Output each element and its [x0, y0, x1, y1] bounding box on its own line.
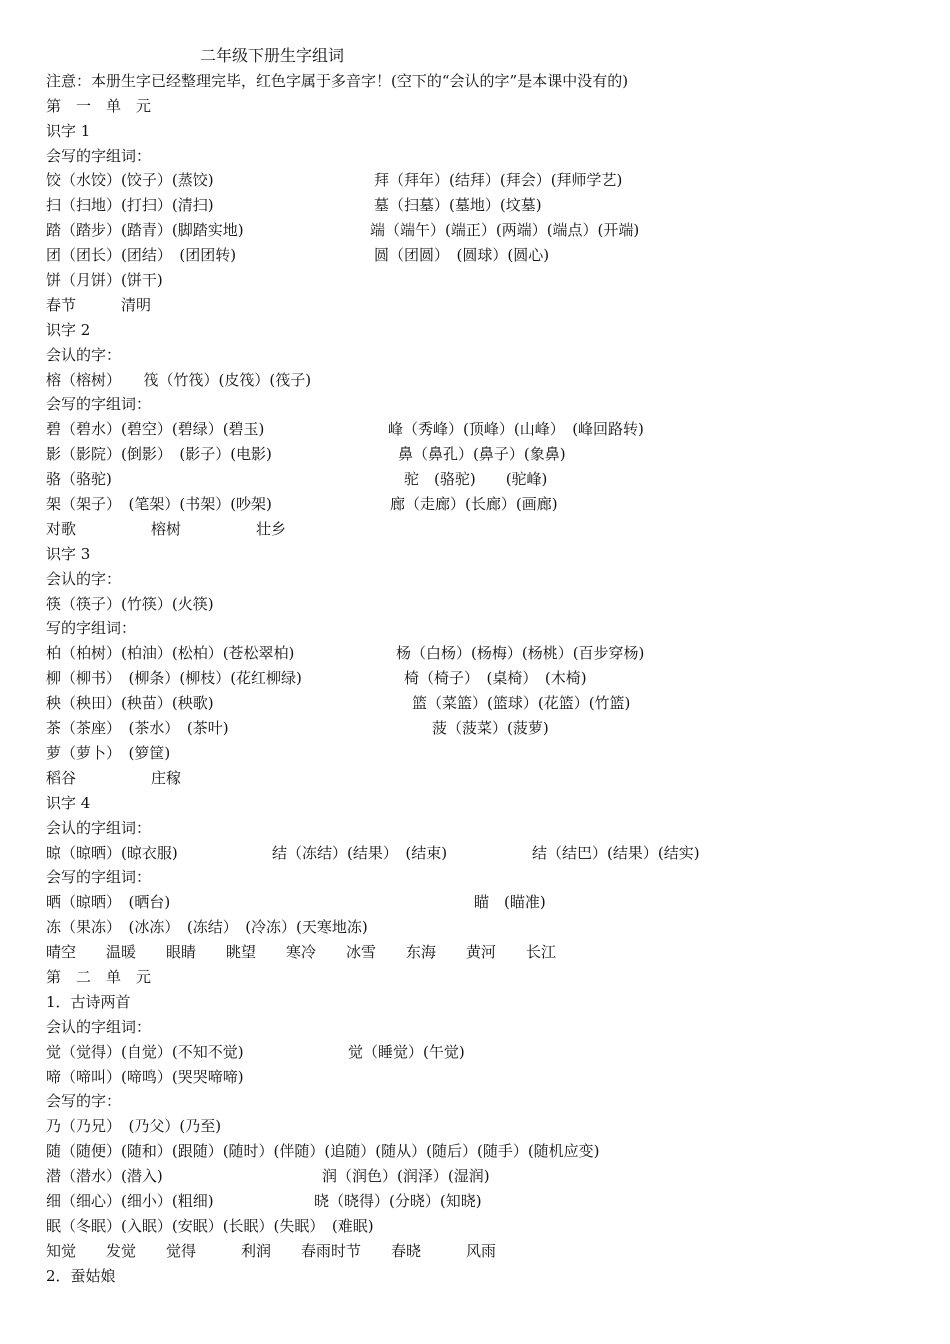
line-segment: 茶（茶座） (茶水） (茶叶): [46, 719, 229, 738]
line-segment: 稻谷 庄稼: [46, 768, 182, 787]
line-segment: 廊（走廊）(长廊）(画廊): [390, 495, 558, 514]
line-segment: 1．古诗两首: [46, 992, 131, 1011]
line-segment: 春节 清明: [46, 295, 152, 314]
line-segment: 碧（碧水）(碧空）(碧绿）(碧玉): [46, 420, 265, 439]
line-segment: 识字 2: [46, 320, 91, 339]
line-segment: 第 二 单 元: [46, 967, 152, 986]
line-segment: 对歌 榕树 壮乡: [46, 519, 287, 538]
line-segment: 会认的字组词：: [46, 818, 152, 837]
line-segment: 秧（秧田）(秧苗）(秧歌): [46, 694, 214, 713]
line-segment: 墓（扫墓）(墓地）(坟墓): [374, 196, 542, 215]
line-segment: 注意：本册生字已经整理完毕，红色字属于多音字！(空下的“会认的字”是本课中没有的): [46, 71, 629, 90]
line-segment: 识字 4: [46, 793, 91, 812]
text-line: [46, 691, 930, 716]
line-segment: 菠（菠菜）(菠萝): [432, 719, 549, 738]
document-body: [46, 69, 930, 1289]
line-segment: 会写的字组词：: [46, 868, 152, 887]
line-segment: 晴空 温暖 眼睛 眺望 寒冷 冰雪 东海 黄河 长江: [46, 943, 557, 962]
line-segment: 峰（秀峰）(顶峰）(山峰） (峰回路转): [388, 420, 644, 439]
line-segment: 会写的字组词：: [46, 395, 152, 414]
text-line: [46, 467, 930, 492]
line-segment: 知觉 发觉 觉得 利润 春雨时节 春晓 风雨: [46, 1241, 497, 1260]
text-line: [46, 641, 930, 666]
line-segment: 椅（椅子） (桌椅） (木椅): [404, 669, 587, 688]
text-line: [46, 915, 930, 940]
line-segment: 会认的字：: [46, 569, 122, 588]
line-segment: 拜（拜年）(结拜）(拜会）(拜师学艺): [374, 171, 623, 190]
text-line: [46, 1164, 930, 1189]
text-line: [46, 318, 930, 343]
line-segment: 第 一 单 元: [46, 96, 152, 115]
line-segment: 随（随便）(随和）(跟随）(随时）(伴随）(追随）(随从）(随后）(随手）(随机应变): [46, 1142, 600, 1161]
text-line: [46, 1114, 930, 1139]
text-line: [46, 517, 930, 542]
text-line: [46, 293, 930, 318]
text-line: [46, 816, 930, 841]
text-line: [46, 1089, 930, 1114]
text-line: [46, 1040, 930, 1065]
line-segment: 筷（筷子）(竹筷）(火筷): [46, 594, 214, 613]
text-line: [46, 841, 930, 866]
page-title: 二年级下册生字组词: [200, 46, 345, 65]
text-line: [46, 392, 930, 417]
text-line: [46, 890, 930, 915]
text-line: [46, 1015, 930, 1040]
text-line: [46, 1189, 930, 1214]
line-segment: 会写的字：: [46, 1092, 122, 1111]
line-segment: 细（细心）(细小）(粗细): [46, 1191, 214, 1210]
line-segment: 会写的字组词：: [46, 146, 152, 165]
line-segment: 眠（冬眠）(入眠）(安眠）(长眠）(失眠） (难眠): [46, 1216, 374, 1235]
line-segment: 晓（晓得）(分晓）(知晓): [314, 1191, 482, 1210]
line-segment: 篮（菜篮）(篮球）(花篮）(竹篮): [412, 694, 631, 713]
document: [46, 44, 930, 1289]
text-line: [46, 193, 930, 218]
text-line: [46, 1065, 930, 1090]
text-line: [46, 243, 930, 268]
text-line: [46, 965, 930, 990]
text-line: [46, 990, 930, 1015]
text-line: [46, 144, 930, 169]
text-line: [46, 168, 930, 193]
text-line: [46, 218, 930, 243]
line-segment: 扫（扫地）(打扫）(清扫): [46, 196, 214, 215]
text-line: [46, 368, 930, 393]
text-line: [46, 865, 930, 890]
text-line: [46, 1264, 930, 1289]
line-segment: 柳（柳书） (柳条）(柳枝）(花红柳绿): [46, 669, 302, 688]
line-segment: 骆（骆驼): [46, 470, 112, 489]
line-segment: 萝（萝卜） (箩筐): [46, 743, 171, 762]
line-segment: 圆（团圆） (圆球）(圆心): [374, 246, 550, 265]
line-segment: 架（架子） (笔架）(书架）(吵架): [46, 495, 272, 514]
text-line: [46, 343, 930, 368]
text-line: [46, 417, 930, 442]
text-line: [46, 1239, 930, 1264]
line-segment: 会认的字组词：: [46, 1017, 152, 1036]
line-segment: 饺（水饺）(饺子）(蒸饺): [46, 171, 214, 190]
line-segment: 写的字组词：: [46, 619, 137, 638]
line-segment: 端（端午）(端正）(两端）(端点）(开端): [370, 221, 640, 240]
line-segment: 晒（晾晒） (晒台): [46, 893, 171, 912]
line-segment: 瞄 (瞄准): [474, 893, 546, 912]
line-segment: 润（润色）(润泽）(湿润): [322, 1167, 490, 1186]
text-line: [46, 592, 930, 617]
line-segment: 潜（潜水）(潜入): [46, 1167, 163, 1186]
text-line: [46, 766, 930, 791]
line-segment: 鼻（鼻孔）(鼻子）(象鼻): [398, 445, 566, 464]
line-segment: 结（冻结）(结果） (结束): [272, 843, 448, 862]
text-line: [46, 741, 930, 766]
line-segment: 柏（柏树）(柏油）(松柏）(苍松翠柏): [46, 644, 295, 663]
line-segment: 榕（榕树） 筏（竹筏）(皮筏）(筏子): [46, 370, 312, 389]
line-segment: 识字 3: [46, 544, 91, 563]
text-line: [46, 666, 930, 691]
text-line: [46, 940, 930, 965]
line-segment: 结（结巴）(结果）(结实): [532, 843, 700, 862]
line-segment: 杨（白杨）(杨梅）(杨桃）(百步穿杨): [396, 644, 645, 663]
line-segment: 识字 1: [46, 121, 91, 140]
text-line: [46, 69, 930, 94]
text-line: [46, 94, 930, 119]
line-segment: 踏（踏步）(踏青）(脚踏实地): [46, 221, 244, 240]
text-line: [46, 716, 930, 741]
line-segment: 觉（觉得）(自觉）(不知不觉): [46, 1042, 244, 1061]
line-segment: 饼（月饼）(饼干): [46, 271, 163, 290]
line-segment: 冻（果冻） (冰冻） (冻结） (冷冻）(天寒地冻): [46, 918, 368, 937]
line-segment: 会认的字：: [46, 345, 122, 364]
text-line: [46, 542, 930, 567]
line-segment: 觉（睡觉）(午觉): [348, 1042, 465, 1061]
line-segment: 2．蚕姑娘: [46, 1266, 116, 1285]
text-line: [46, 492, 930, 517]
line-segment: 影（影院）(倒影） (影子）(电影): [46, 445, 272, 464]
text-line: [46, 616, 930, 641]
text-line: [46, 567, 930, 592]
text-line: [46, 1214, 930, 1239]
text-line: [46, 1139, 930, 1164]
line-segment: 啼（啼叫）(啼鸣）(哭哭啼啼): [46, 1067, 244, 1086]
line-segment: 驼 (骆驼) (驼峰): [404, 470, 548, 489]
text-line: [46, 119, 930, 144]
text-line: [46, 268, 930, 293]
text-line: [46, 442, 930, 467]
line-segment: 团（团长）(团结） (团团转): [46, 246, 237, 265]
text-line: [46, 791, 930, 816]
line-segment: 乃（乃兄） (乃父）(乃至): [46, 1117, 222, 1136]
line-segment: 晾（晾晒）(晾衣服): [46, 843, 178, 862]
